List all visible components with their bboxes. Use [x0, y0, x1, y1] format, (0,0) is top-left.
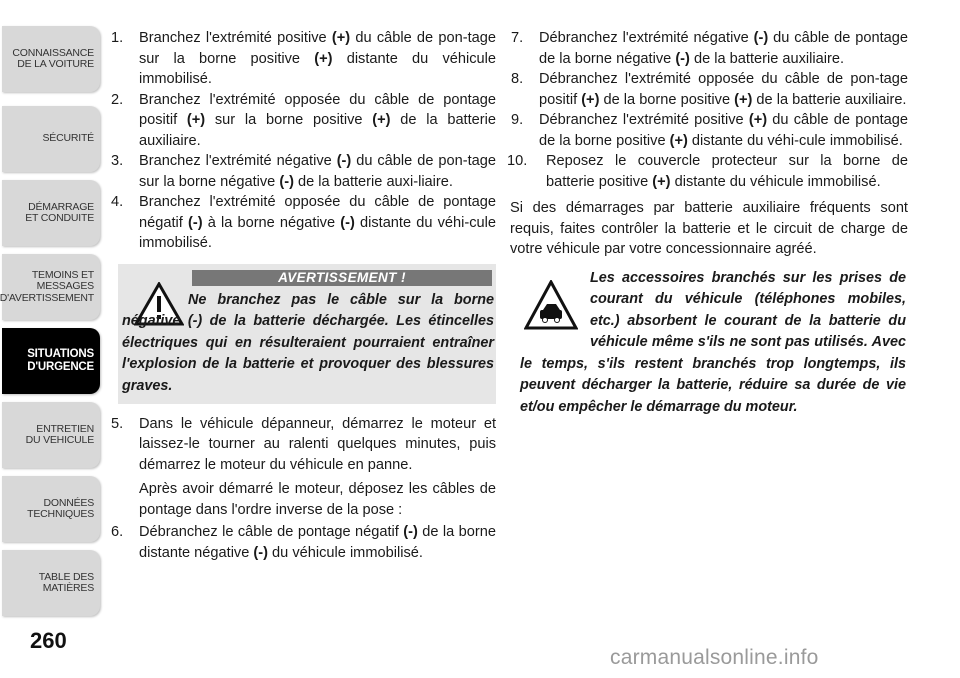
step-7: 7. Débranchez l'extrémité négative (-) du câble de pontage de la borne négative (-) de la batterie auxiliaire.: [511, 30, 909, 67]
step-9: 9. Débranchez l'extrémité positive (+) du câble de pontage de la borne positive (+) distante du véhi-cule immobilisé.: [511, 112, 908, 149]
warning-box: [118, 264, 496, 404]
tab-temoins-messages[interactable]: [2, 254, 100, 320]
tab-connaissance-voiture[interactable]: [2, 26, 100, 92]
tab-label: CONNAISSANCE DE LA VOITURE: [12, 46, 94, 70]
tab-label: TABLE DES MATIÈRES: [38, 570, 94, 594]
warning-title: AVERTISSEMENT !: [192, 270, 492, 286]
jump-start-paragraph: Si des démarrages par batterie auxiliaire fréquents sont requis, faites contrôler la batterie et le circuit de charge de votre véhicule par votre concessionnaire agréé.: [510, 200, 908, 257]
step-3: 3. Branchez l'extrémité négative (-) du câble de pon-tage sur la borne négative (-) de la batterie auxi-liaire.: [111, 153, 496, 190]
left-column: [110, 28, 496, 563]
step-2: 2. Branchez l'extrémité opposée du câble de pontage positif (+) sur la borne positive (+) de la batterie auxiliaire.: [111, 91, 496, 149]
tab-label: SITUATIONS D'URGENCE: [27, 348, 94, 373]
warning-text: Ne branchez pas le câble sur la borne négative (-) de la batterie déchargée. Les étincelles électriques qui en résulteraient pourraient entraîner l'explosion de la batterie et provoquer des blessures graves.: [122, 291, 494, 394]
tab-securite[interactable]: [2, 106, 100, 172]
step-10: 10. Reposez le couvercle protecteur sur la borne de batterie positive (+) distante du véhicule immobilisé.: [507, 153, 908, 190]
tab-label: TEMOINS ET MESSAGES D'AVERTISSEMENT: [0, 268, 94, 304]
step-5: 5. Dans le véhicule dépanneur, démarrez le moteur et laissez-le tourner au ralenti quelques minutes, puis démarrez le moteur du véhicule en panne.: [111, 415, 496, 473]
watermark: carmanualsonline.info: [610, 646, 819, 669]
step-8: 8. Débranchez l'extrémité opposée du câble de pon-tage positif (+) de la borne positive (+) de la batterie auxiliaire.: [511, 71, 908, 108]
tab-label: DONNÉES TECHNIQUES: [27, 496, 94, 520]
tab-label: SÉCURITÉ: [42, 132, 94, 145]
note-box: [510, 268, 908, 418]
tab-entretien-vehicule[interactable]: [2, 402, 100, 468]
tab-table-matieres[interactable]: [2, 550, 100, 616]
step-1: 1. Branchez l'extrémité positive (+) du câble de pon-tage sur la borne positive (+) distante du véhicule immobilisé.: [111, 30, 497, 87]
step-5-followup: Après avoir démarré le moteur, déposez les câbles de pontage dans l'ordre inverse de la pose :: [139, 481, 496, 518]
tab-demarrage-conduite[interactable]: [2, 180, 100, 246]
note-text: Les accessoires branchés sur les prises de courant du véhicule (téléphones mobiles, etc.) absorbent le courant de la batterie du véhicule même s'ils ne sont pas utilisés. Avec le temps, s'ils restent branchés trop longtemps, ils peuvent décharger la batterie, réduire sa durée de vie et/ou empêcher le démarrage du moteur.: [520, 269, 906, 415]
page-number: 260: [30, 628, 67, 653]
tab-label: DÉMARRAGE ET CONDUITE: [25, 200, 94, 224]
tab-label: ENTRETIEN DU VEHICULE: [25, 422, 94, 446]
step-4: 4. Branchez l'extrémité opposée du câble de pontage négatif (-) à la borne négative (-) distante du véhi-cule immobilisé.: [111, 194, 497, 251]
tab-donnees-techniques[interactable]: [2, 476, 100, 542]
tab-situations-urgence[interactable]: [2, 328, 100, 394]
right-column: [507, 28, 909, 418]
step-6: 6. Débranchez le câble de pontage négatif (-) de la borne distante négative (-) du véhicule immobilisé.: [111, 524, 496, 561]
